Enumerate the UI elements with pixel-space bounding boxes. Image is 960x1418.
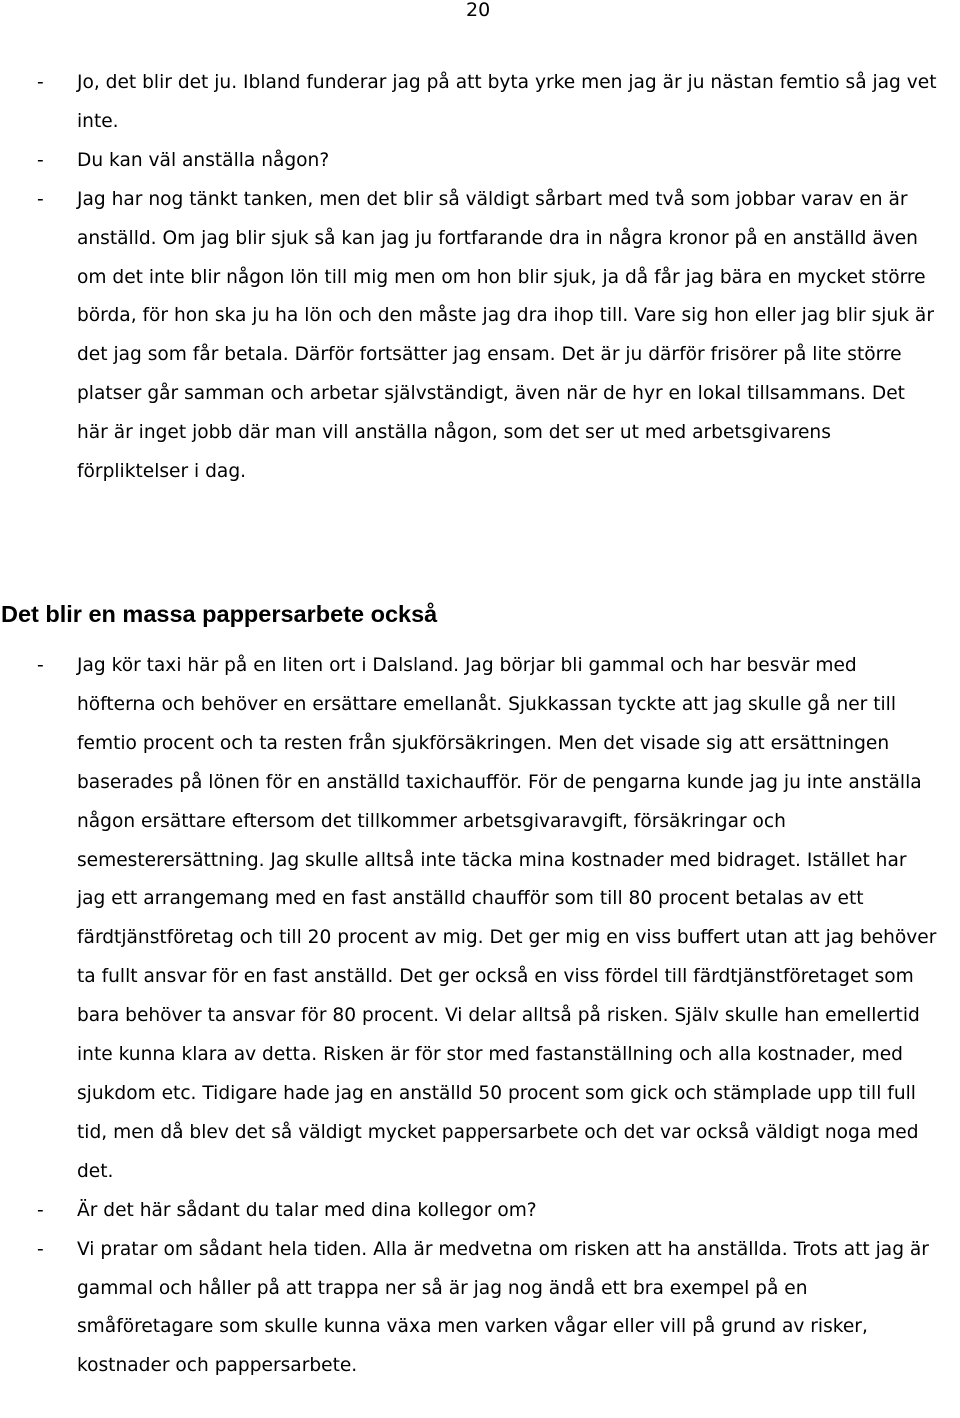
dialogue-line bbox=[0, 142, 960, 181]
dash-marker: - bbox=[37, 1238, 44, 1260]
dialogue-text: Jag kör taxi här på en liten ort i Dalsland. Jag börjar bli gammal och har besvär med höfterna och behöver en ersättare emellanåt. Sjukkassan tyckte att jag skulle gå ner till femtio procent och ta resten från sjukförsäkringen. Men det visade sig att ersättningen baserades på lönen för en anställd taxichaufför. För de pengarna kunde jag ju inte anställa någon ersättare eftersom det tillkommer arbetsgivaravgift, försäkringar och semesterersättning. Jag skulle alltså inte täcka mina kostnader med bidraget. Istället har jag ett arrangemang med en fast anställd chaufför som till 80 procent betalas av ett färdtjänstföretag och till 20 procent av mig. Det ger mig en viss buffert utan att jag behöver ta fullt ansvar för en fast anställd. Det ger också en viss fördel till färdtjänstföretaget som bara behöver ta ansvar för 80 procent. Vi delar alltså på risken. Själv skulle han emellertid inte kunna klara av detta. Risken är för stor med fastanställning och alla kostnader, med sjukdom etc. Tidigare hade jag en anställd 50 procent som gick och stämplade upp till full tid, men då blev det så väldigt mycket pappersarbete och det var också väldigt noga med det. bbox=[77, 655, 937, 1182]
dialogue-section-1 bbox=[0, 64, 960, 492]
section-heading: Det blir en massa pappersarbete också bbox=[1, 601, 438, 627]
dialogue-line bbox=[0, 181, 960, 492]
dialogue-list-1 bbox=[0, 64, 960, 492]
dash-marker: - bbox=[37, 188, 44, 210]
dialogue-text: Är det här sådant du talar med dina kollegor om? bbox=[77, 1199, 537, 1221]
dash-marker: - bbox=[37, 72, 44, 93]
dash-marker: - bbox=[37, 1199, 44, 1221]
dialogue-line bbox=[0, 1231, 960, 1387]
page-number: 20 bbox=[466, 0, 491, 21]
dialogue-section-2 bbox=[0, 647, 960, 1386]
dialogue-list-2 bbox=[0, 647, 960, 1386]
dialogue-text: Du kan väl anställa någon? bbox=[77, 149, 330, 171]
dialogue-text: Jo, det blir det ju. Ibland funderar jag på att byta yrke men jag är ju nästan femtio så jag vet inte. bbox=[77, 72, 937, 132]
dash-marker: - bbox=[37, 655, 44, 676]
dialogue-line bbox=[0, 1192, 960, 1231]
dialogue-line bbox=[0, 647, 960, 1192]
dialogue-text: Jag har nog tänkt tanken, men det blir så väldigt sårbart med två som jobbar varav en är anställd. Om jag blir sjuk så kan jag ju fortfarande dra in några kronor på en anställd även om det inte blir någon lön till mig men om hon blir sjuk, ja då får jag bära en mycket större börda, för hon ska ju ha lön och den måste jag dra ihop till. Vare sig hon eller jag blir sjuk är det jag som får betala. Därför fortsätter jag ensam. Det är ju därför frisörer på lite större platser går samman och arbetar självständigt, även när de hyr en lokal tillsammans. Det här är inget jobb där man vill anställa någon, som det ser ut med arbetsgivarens förpliktelser i dag. bbox=[77, 188, 934, 483]
dialogue-line bbox=[0, 64, 960, 142]
dialogue-text: Vi pratar om sådant hela tiden. Alla är medvetna om risken att ha anställda. Trots att jag är gammal och håller på att trappa ner så är jag nog ändå ett bra exempel på en småföretagare som skulle kunna växa men varken vågar eller vill på grund av risker, kostnader och pappersarbete. bbox=[77, 1238, 929, 1377]
dash-marker: - bbox=[37, 149, 44, 171]
